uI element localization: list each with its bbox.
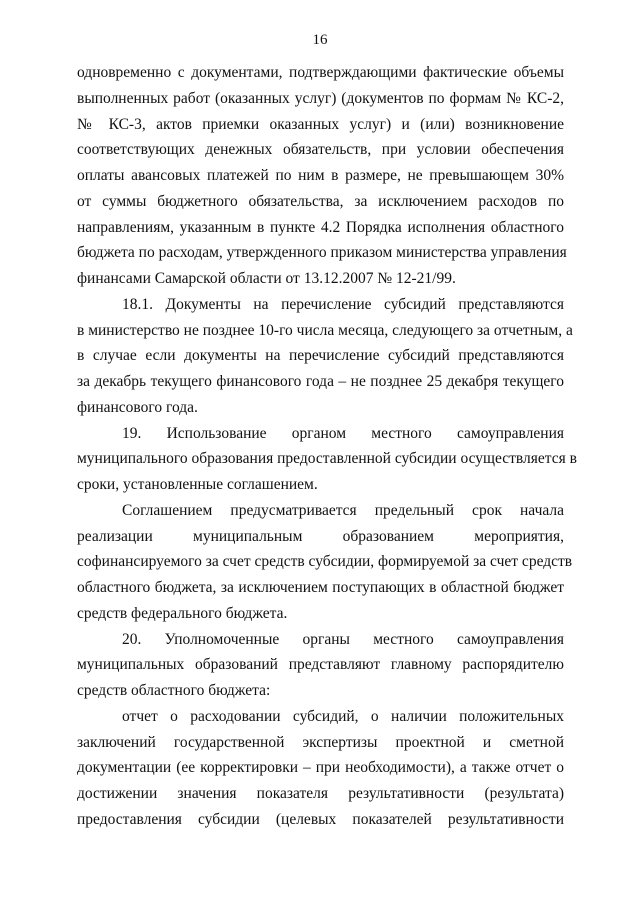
paragraph-clause-20: [77, 627, 564, 704]
text-line: соответствующих денежных обязательств, при условии обеспечения: [77, 141, 564, 159]
text-line: заключений государственной экспертизы проектной и сметной: [77, 733, 564, 751]
text-line: отчет о расходовании субсидий, о наличии положительных: [122, 707, 564, 725]
text-line: финансами Самарской области от 13.12.2007 № 12-21/99.: [77, 270, 456, 287]
text-line: достижении значения показателя результативности (результата): [77, 785, 564, 802]
paragraph-report-item: [77, 704, 564, 833]
document-body: [77, 60, 577, 833]
paragraph-clause-19: [77, 421, 577, 498]
text-line: предоставления субсидии (целевых показателей результативности: [77, 810, 564, 828]
text-line: от суммы бюджетного обязательства, за исключением расходов по: [77, 192, 564, 210]
text-line: муниципального образования предоставленной субсидии осуществляется в: [77, 450, 577, 468]
text-line: направлениям, указанным в пункте 4.2 Порядка исполнения областного: [77, 218, 564, 236]
page-number: 16: [312, 32, 328, 48]
text-line: средств федерального бюджета.: [77, 604, 288, 622]
text-line: в министерство не позднее 10-го числа месяца, следующего за отчетным, а: [77, 321, 573, 339]
text-line: за декабрь текущего финансового года – не позднее 25 декабря текущего: [77, 373, 564, 390]
paragraph-clause-18-1: [77, 292, 573, 421]
text-line: № КС-3, актов приемки оказанных услуг) и (или) возникновение: [77, 115, 564, 133]
text-line: средств областного бюджета:: [77, 682, 271, 699]
text-line: софинансируемого за счет средств субсидии, формируемой за счет средств: [77, 553, 573, 571]
text-line: 19. Использование органом местного самоуправления: [122, 424, 564, 442]
paragraph-agreement-provision: [77, 498, 573, 627]
text-line: выполненных работ (оказанных услуг) (документов по формам № КС-2,: [77, 89, 564, 107]
text-line: реализации муниципальным образованием мероприятия,: [77, 527, 564, 545]
text-line: Соглашением предусматривается предельный срок начала: [122, 501, 564, 519]
text-line: в случае если документы на перечисление субсидий представляются: [77, 347, 564, 365]
paragraph-continuation: [77, 60, 567, 292]
text-line: финансового года.: [77, 398, 198, 416]
text-line: 18.1. Документы на перечисление субсидий представляются: [122, 295, 564, 313]
text-line: бюджета по расходам, утвержденного приказом министерства управления: [77, 244, 567, 262]
text-line: одновременно с документами, подтверждающими фактические объемы: [77, 64, 564, 81]
text-line: сроки, установленные соглашением.: [77, 476, 318, 493]
text-line: 20. Уполномоченные органы местного самоуправления: [122, 630, 564, 648]
text-line: муниципальных образований представляют главному распорядителю: [77, 656, 564, 674]
text-line: документации (ее корректировки – при необходимости), а также отчет о: [77, 759, 564, 777]
text-line: областного бюджета, за исключением поступающих в областной бюджет: [77, 579, 564, 596]
text-line: оплаты авансовых платежей по ним в размере, не превышающем 30%: [77, 167, 564, 184]
